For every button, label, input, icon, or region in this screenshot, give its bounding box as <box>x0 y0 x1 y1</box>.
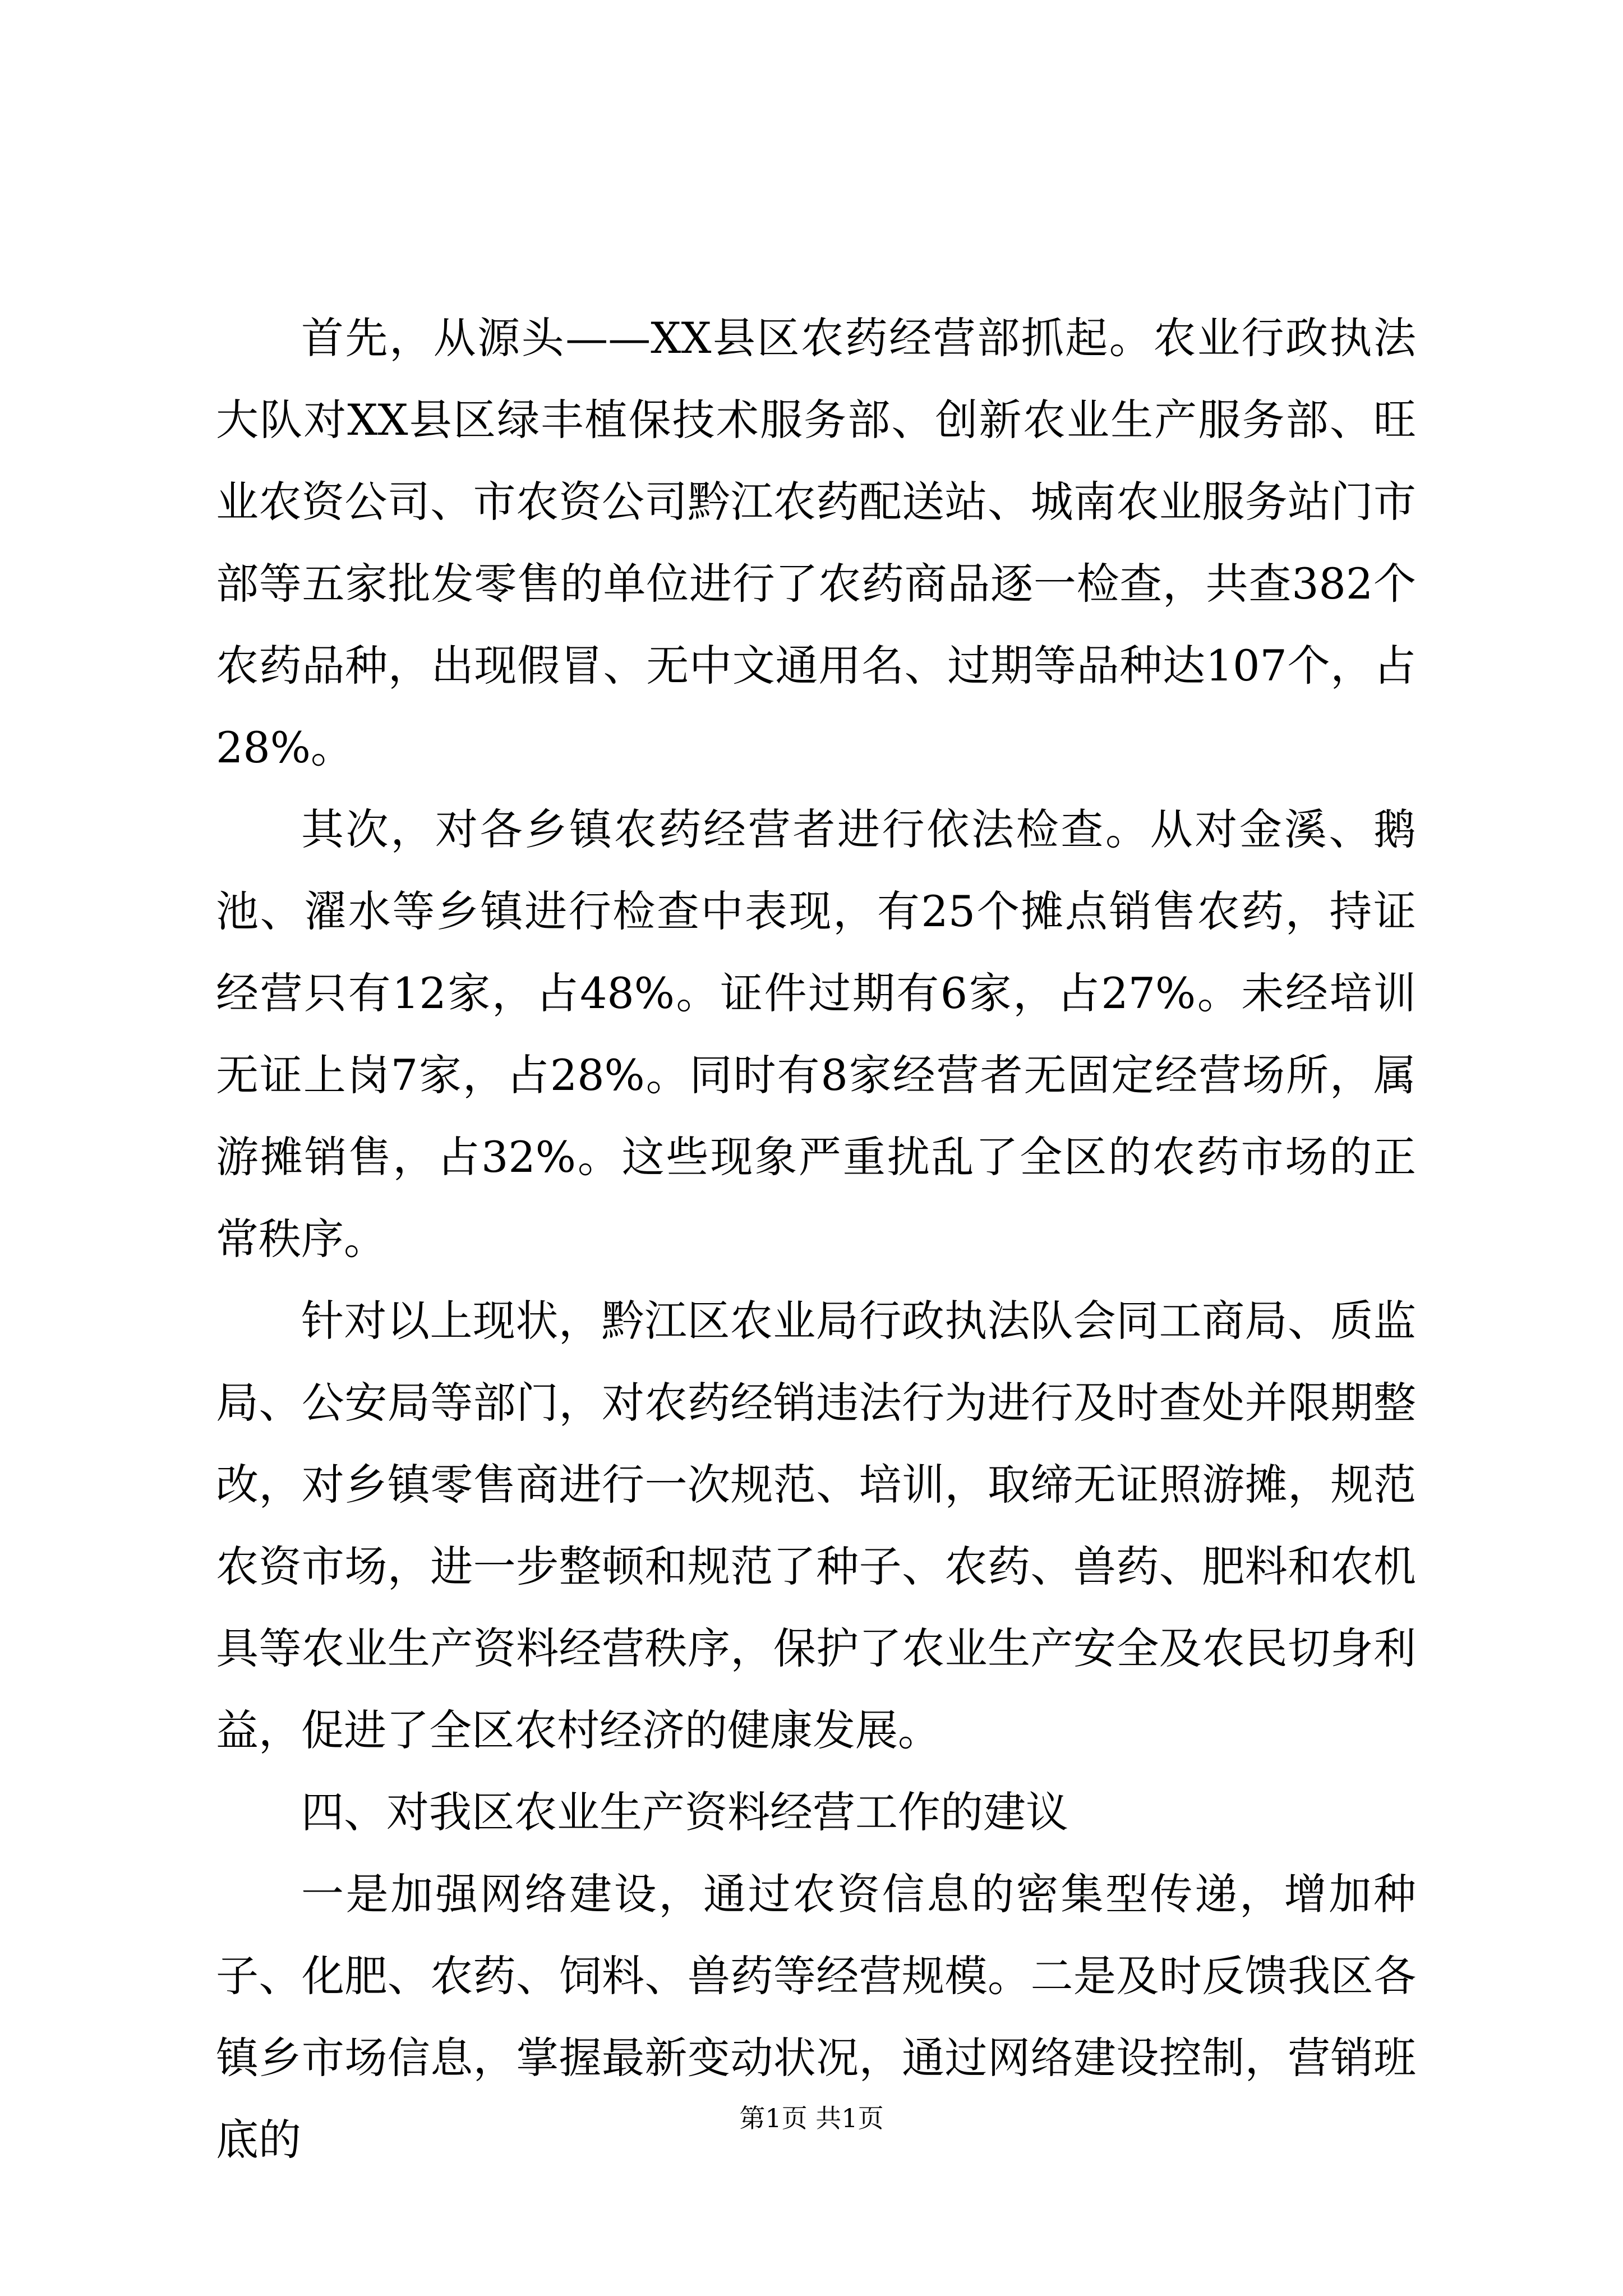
section-heading: 四、对我区农业生产资料经营工作的建议 <box>301 1787 1068 1837</box>
paragraph-3: 针对以上现状，黔江区农业局行政执法队会同工商局、质监局、公安局等部门，对农药经销违法行为进行及时查处并限期整改，对乡镇零售商进行一次规范、培训，取缔无证照游摊，规范农资市场，进一步整顿和规范了种子、农药、兽药、肥料和农机具等农业生产资料经营秩序，保护了农业生产安全及农民切身利益，促进了全区农村经济的健康发展。 <box>216 1296 1416 1755</box>
paragraph-2: 其次，对各乡镇农药经营者进行依法检查。从对金溪、鹅池、濯水等乡镇进行检查中表现，有25个摊点销售农药，持证经营只有12家，占48%。证件过期有6家，占27%。未经培训无证上岗7家，占28%。同时有8家经营者无固定经营场所，属游摊销售，占32%。这些现象严重扰乱了全区的农药市场的正常秩序。 <box>216 804 1416 1264</box>
paragraph-1: 首先，从源头——XX县区农药经营部抓起。农业行政执法大队对XX县区绿丰植保技术服务部、创新农业生产服务部、旺业农资公司、市农资公司黔江农药配送站、城南农业服务站门市部等五家批发零售的单位进行了农药商品逐一检查，共查382个农药品种，出现假冒、无中文通用名、过期等品种达107个，占28%。 <box>216 313 1416 772</box>
document-body <box>216 297 1416 2181</box>
paragraph-4: 一是加强网络建设，通过农资信息的密集型传递，增加种子、化肥、农药、饲料、兽药等经营规模。二是及时反馈我区各镇乡市场信息，掌握最新变动状况，通过网络建设控制，营销班底的 <box>216 1869 1416 2165</box>
page-footer: 第1页 共1页 <box>739 2103 884 2133</box>
